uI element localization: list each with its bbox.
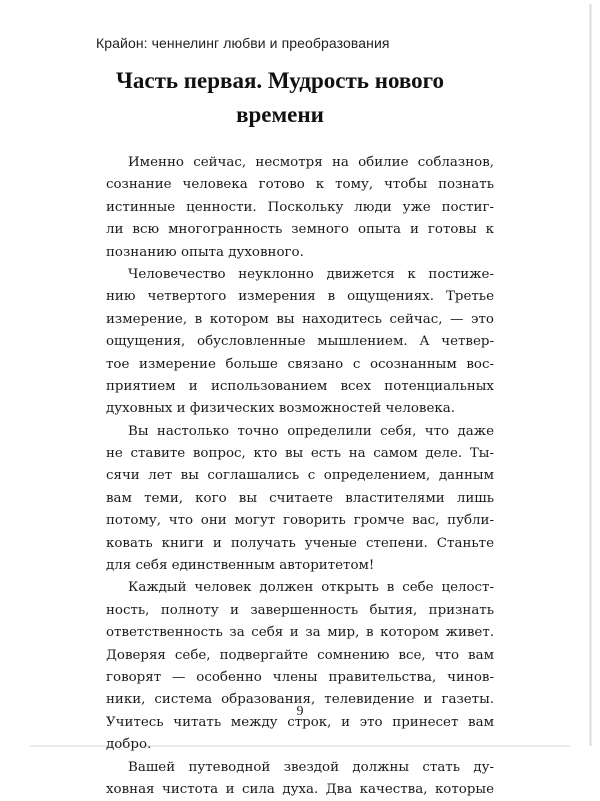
text-line: приятием и использованием всех потенциальных [106, 378, 494, 394]
text-line: потому, что они могут говорить громче вас, публи- [106, 513, 494, 529]
text-line: Вы настолько точно определили себя, что даже [128, 423, 494, 439]
paragraph [106, 152, 494, 264]
text-line: сячи лет вы соглашались с определением, данным [106, 468, 494, 484]
text-line: ли всю многогранность земного опыта и готовы к [106, 222, 494, 238]
text-line: Вашей путеводной звездой должны стать ду- [128, 759, 494, 775]
paragraph [106, 264, 494, 421]
text-line: ощущения, обусловленные мышлением. А четвер- [106, 334, 494, 350]
paragraph [106, 577, 494, 756]
text-line: тое измерение больше связано с осознанным вос- [106, 356, 494, 372]
text-line: Именно сейчас, несмотря на обилие соблазнов, [128, 155, 494, 170]
text-line: Человечество неуклонно движется к постиже- [128, 266, 494, 282]
chapter-title-line-2: времени [236, 102, 324, 127]
text-line: добро. [106, 737, 152, 753]
text-line: ники, система образования, телевидение и газеты. [106, 692, 494, 708]
text-line: измерение, в котором вы находитесь сейчас, — это [106, 311, 494, 327]
text-line: сознание человека готово к тому, чтобы познать [106, 177, 494, 193]
page-edge-shadow [589, 4, 592, 746]
running-header: Крайон: ченнелинг любви и преобразования [96, 35, 390, 51]
text-line: ховная чистота и сила духа. Два качества, которые [106, 781, 494, 797]
text-line: Учитесь читать между строк, и это принесет вам [106, 714, 494, 730]
text-line: Доверяя себе, подвергайте сомнению все, что вам [106, 647, 494, 663]
chapter-title-line-1: Часть первая. Мудрость нового [115, 68, 445, 93]
text-line: истинные ценности. Поскольку люди уже постиг- [106, 199, 494, 215]
text-line: нию четвертого измерения в ощущениях. Третье [106, 289, 494, 305]
text-line: для себя единственным авторитетом! [106, 558, 375, 574]
text-line: ность, полноту и завершенность бытия, признать [106, 602, 494, 618]
text-line: ответственность за себя и за мир, в котором живет. [106, 625, 494, 641]
text-line: не ставите вопрос, кто вы есть на самом деле. Ты- [106, 446, 494, 462]
text-line: ковать книги и получать ученые степени. Станьте [106, 535, 494, 551]
paragraph [106, 757, 494, 801]
page-number: 9 [296, 704, 304, 719]
text-line: говорят — особенно члены правительства, чинов- [106, 669, 494, 685]
text-line: духовных и физических возможностей человека. [106, 401, 455, 417]
text-line: Каждый человек должен открыть в себе целост- [128, 580, 494, 596]
text-line: познанию опыта духовного. [106, 244, 304, 260]
text-line: вам теми, кого вы считаете властителями лишь [106, 490, 494, 506]
paragraph [106, 421, 494, 578]
